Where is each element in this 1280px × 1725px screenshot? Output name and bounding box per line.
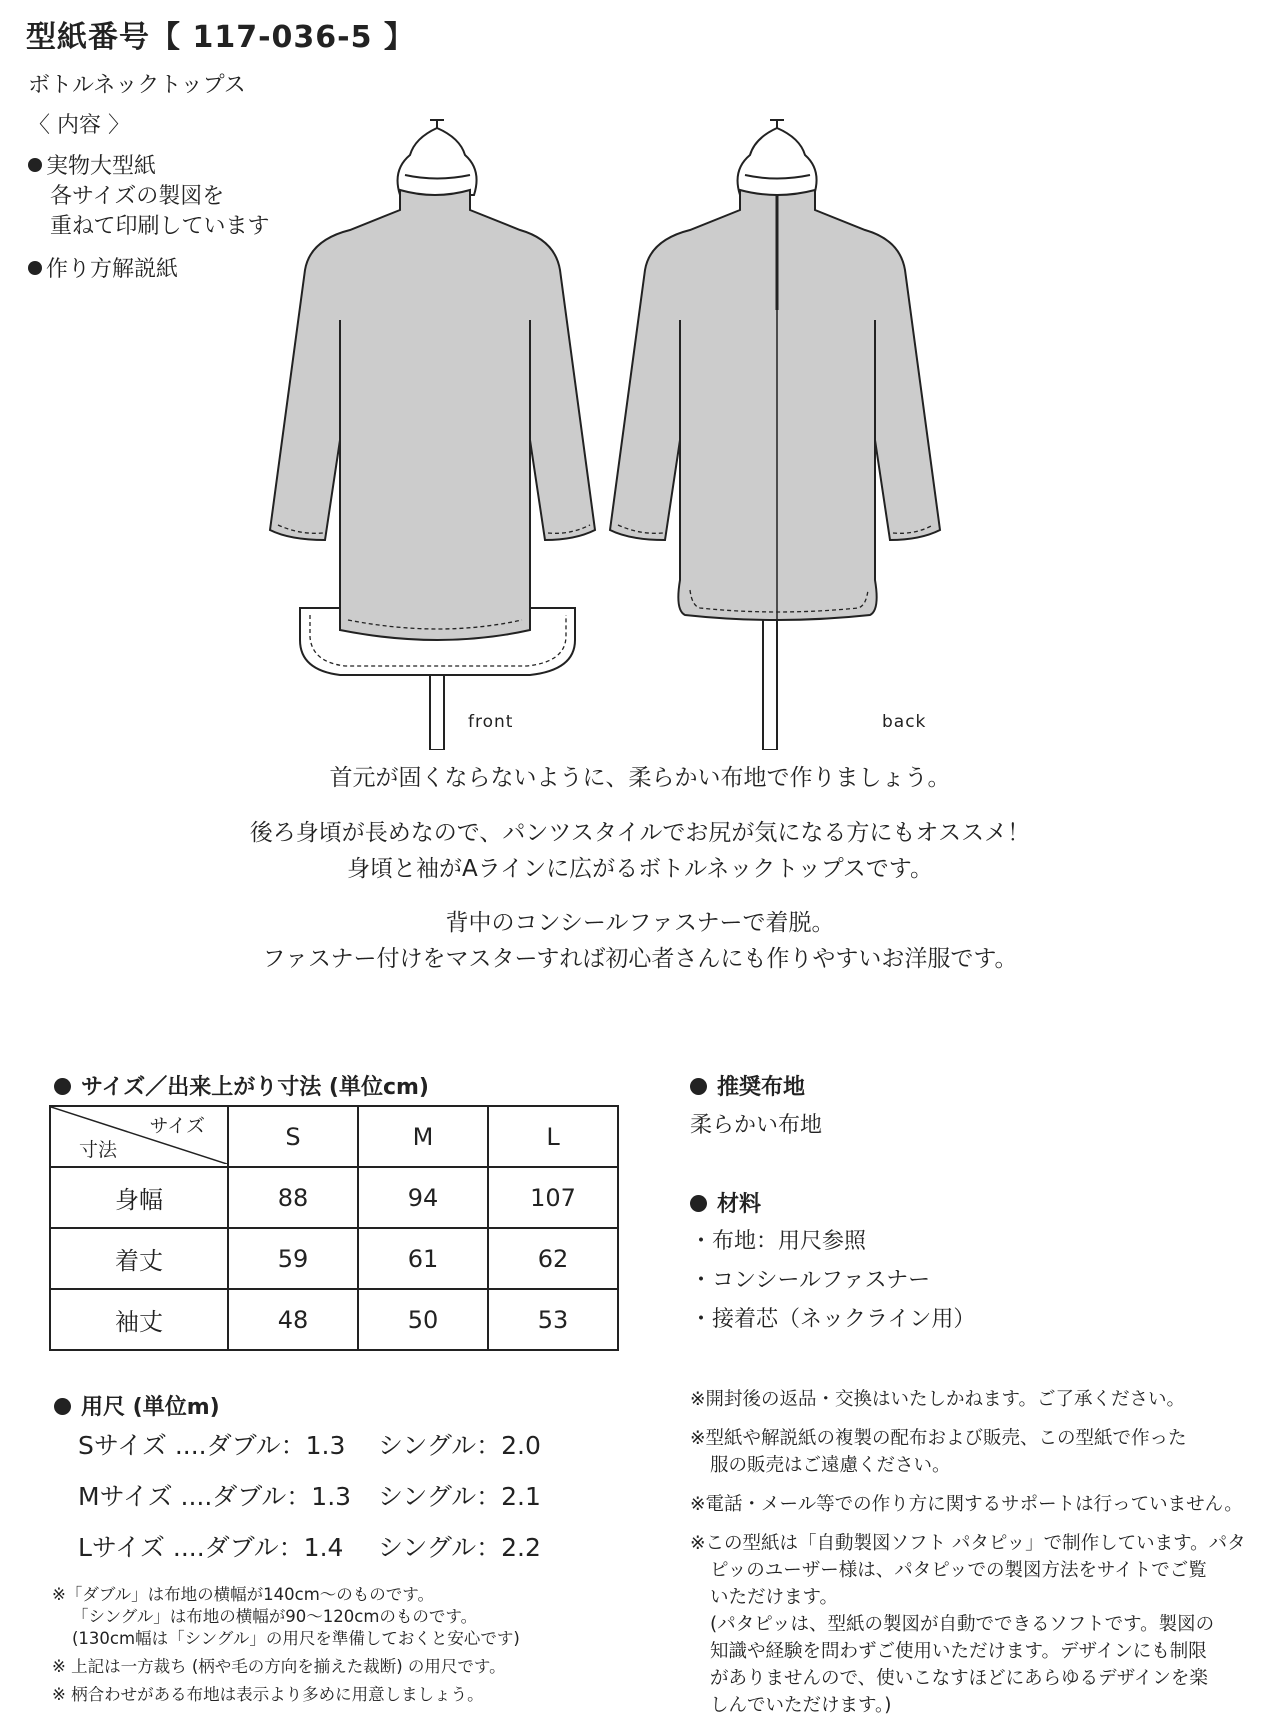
table-row: [50, 1167, 618, 1228]
yardage-list: [78, 1420, 541, 1573]
table-row: [50, 1228, 618, 1289]
bullet-icon: [690, 1195, 707, 1212]
notice: ※型紙や解説紙の複製の配布および販売、この型紙で作った 服の販売はご遠慮ください。: [690, 1428, 1187, 1476]
table-cell: 61: [358, 1228, 488, 1289]
bullet-icon: [54, 1398, 71, 1415]
bullet-icon: [28, 261, 42, 275]
contents-heading: 〈 内容 〉: [28, 113, 130, 138]
product-name: ボトルネックトップス: [28, 73, 246, 98]
size-table: [49, 1105, 619, 1351]
description-line: 背中のコンシールファスナーで着脱。: [445, 910, 835, 936]
table-cell: 50: [358, 1289, 488, 1350]
table-header-row: [50, 1106, 618, 1167]
row-label: 身幅: [50, 1167, 228, 1228]
list-item: ・コンシールファスナー: [690, 1268, 931, 1293]
notice: ※この型紙は「自動製図ソフト パタピッ」で制作しています。パタ ピッのユーザー様は、パタピッでの製図方法をサイトでご覧 いただけます。 (パタピッは、型紙の製図が自動でできるソフトです。製図の 知識や経験を問わずご使用いただけます。デザインにも制限 がありませんので、使いこなすほどにあらゆるデザインを楽 しんでいただけます。): [690, 1533, 1246, 1716]
table-cell: 62: [488, 1228, 618, 1289]
back-label: back: [882, 712, 927, 732]
notice: ※電話・メール等での作り方に関するサポートは行っていません。: [690, 1494, 1243, 1515]
materials-heading: 材料: [690, 1187, 761, 1218]
yardage-heading: 用尺 (単位m): [54, 1390, 220, 1421]
description-line: 首元が固くならないように、柔らかい布地で作りましょう。: [329, 765, 951, 791]
table-cell: 88: [228, 1167, 358, 1228]
form-head: [398, 128, 477, 195]
notices: [690, 1386, 1250, 1719]
yardage-notes: ※「ダブル」は布地の横幅が140cm〜のものです。 「シングル」は布地の横幅が90〜120cmのものです。 (130cm幅は「シングル」の用尺を準備しておくと安心です) ※ 上記は一方裁ち (柄や毛の方向を揃えた裁断) の用尺です。 ※ 柄合わせがある布地は表示より多めに用意しましょう。: [52, 1585, 520, 1704]
table-corner-cell: サイズ 寸法: [50, 1106, 228, 1167]
description-line: 身頃と袖がAラインに広がるボトルネックトップスです。: [347, 856, 933, 882]
form-stand: [763, 615, 777, 750]
list-item: ・接着芯（ネックライン用）: [690, 1307, 976, 1332]
front-view: [270, 120, 595, 750]
size-table-heading: サイズ／出来上がり寸法 (単位cm): [54, 1070, 429, 1101]
fabric-text: 柔らかい布地: [690, 1113, 823, 1138]
yardage-row: Sサイズ ....ダブル：1.3 シングル：2.0: [78, 1431, 541, 1460]
column-header: L: [488, 1106, 618, 1167]
garment-illustration: [230, 110, 1060, 750]
bullet-icon: [28, 158, 42, 172]
contents-item: 作り方解説紙: [28, 255, 178, 285]
table-cell: 59: [228, 1228, 358, 1289]
description-line: 後ろ身頃が長めなので、パンツスタイルでお尻が気になる方にもオススメ！: [249, 820, 1031, 846]
fabric-heading: 推奨布地: [690, 1070, 805, 1101]
yardage-row: Lサイズ ....ダブル：1.4 シングル：2.2: [78, 1533, 541, 1562]
table-cell: 53: [488, 1289, 618, 1350]
table-cell: 48: [228, 1289, 358, 1350]
table-cell: 94: [358, 1167, 488, 1228]
row-label: 着丈: [50, 1228, 228, 1289]
front-label: front: [468, 712, 514, 732]
front-bodice: [270, 190, 595, 640]
list-item: ・布地：用尺参照: [690, 1229, 867, 1254]
notice: ※開封後の返品・交換はいたしかねます。ご了承ください。: [690, 1389, 1186, 1410]
row-label: 袖丈: [50, 1289, 228, 1350]
back-view: [610, 120, 940, 750]
contents-item: 実物大型紙 各サイズの製図を 重ねて印刷しています: [28, 152, 269, 242]
description-line: ファスナー付けをマスターすれば初心者さんにも作りやすいお洋服です。: [262, 946, 1018, 972]
column-header: M: [358, 1106, 488, 1167]
bullet-icon: [54, 1078, 71, 1095]
column-header: S: [228, 1106, 358, 1167]
materials-list: [690, 1222, 975, 1339]
form-head: [738, 128, 817, 195]
bullet-icon: [690, 1078, 707, 1095]
table-cell: 107: [488, 1167, 618, 1228]
page-title: 型紙番号【 117-036-5 】: [26, 20, 415, 55]
table-row: [50, 1289, 618, 1350]
yardage-row: Mサイズ ....ダブル：1.3 シングル：2.1: [78, 1482, 541, 1511]
back-bodice: [610, 190, 940, 620]
